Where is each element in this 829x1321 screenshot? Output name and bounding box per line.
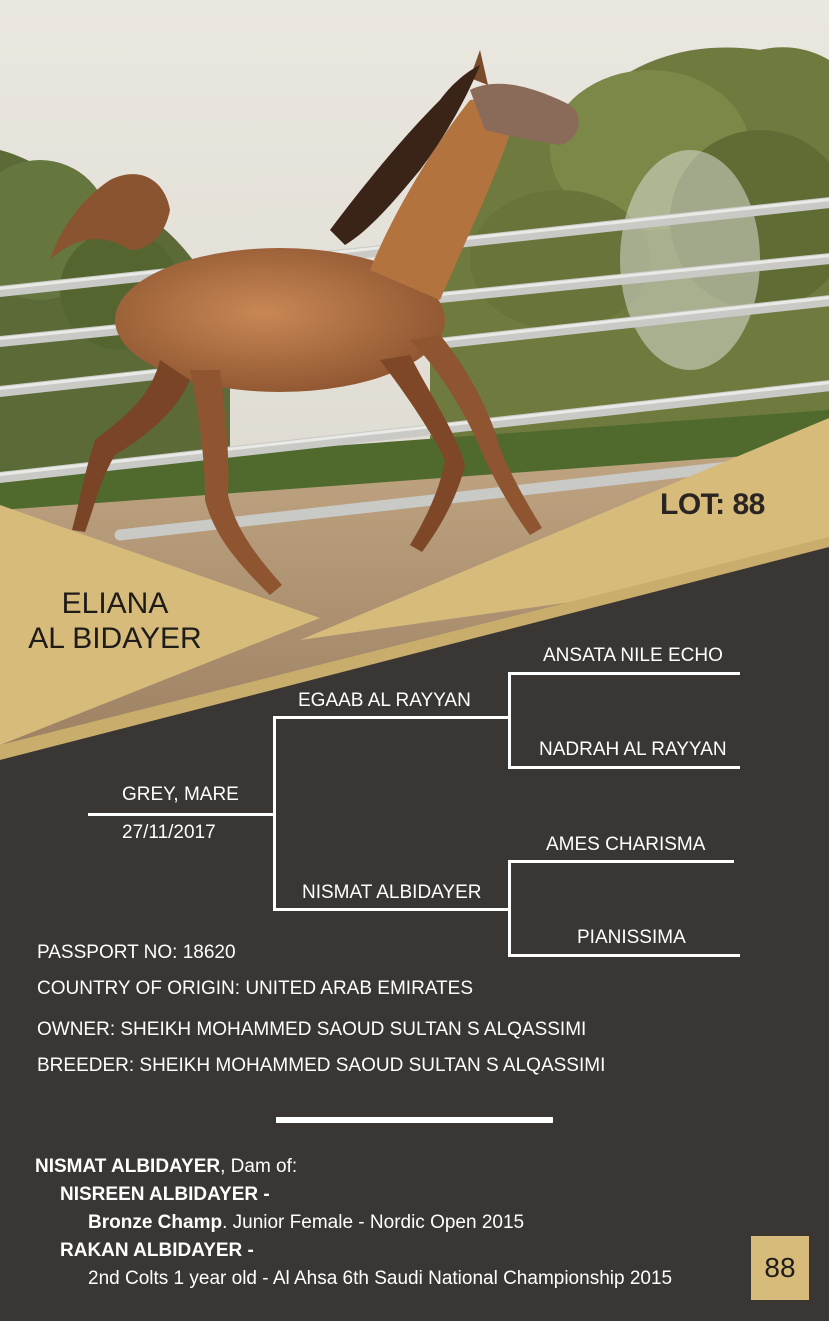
offspring1-line	[60, 1184, 270, 1206]
sire-name: EGAAB AL RAYYAN	[298, 690, 471, 711]
section-divider	[276, 1117, 553, 1123]
breeder: BREEDER: SHEIKH MOHAMMED SAOUD SULTAN S ALQASSIMI	[37, 1055, 606, 1076]
pedigree-line-dam-branch	[508, 860, 511, 956]
horse-name-line2: AL BIDAYER	[28, 622, 202, 655]
pedigree-line-sire	[273, 716, 510, 719]
offspring1-award: Bronze Champ	[88, 1212, 223, 1233]
pedigree-line-sire-sire	[508, 672, 740, 675]
produce-dam-suffix: , Dam of:	[220, 1156, 298, 1177]
produce-dam-name: NISMAT ALBIDAYER	[35, 1156, 221, 1177]
pedigree-line-dam-dam	[508, 954, 740, 957]
lot-label: LOT: 88	[660, 488, 765, 521]
offspring2-record: 2nd Colts 1 year old - Al Ahsa 6th Saudi National Championship 2015	[88, 1268, 673, 1289]
pedigree-line-sire-branch	[508, 672, 511, 768]
sire-sire-name: ANSATA NILE ECHO	[543, 645, 723, 666]
offspring2-line	[60, 1240, 254, 1262]
subject-dob: 27/11/2017	[122, 822, 216, 843]
offspring2-name: RAKAN ALBIDAYER -	[60, 1240, 254, 1261]
dam-name: NISMAT ALBIDAYER	[302, 882, 482, 903]
country-of-origin: COUNTRY OF ORIGIN: UNITED ARAB EMIRATES	[37, 978, 473, 999]
offspring1-name: NISREEN ALBIDAYER -	[60, 1184, 270, 1205]
dam-sire-name: AMES CHARISMA	[546, 834, 706, 855]
dam-dam-name: PIANISSIMA	[577, 927, 686, 948]
subject-color-sex: GREY, MARE	[122, 784, 239, 805]
passport-number: PASSPORT NO: 18620	[37, 942, 236, 963]
horse-name-line1: ELIANA	[61, 587, 169, 620]
produce-dam-line	[35, 1156, 297, 1178]
pedigree-line-dam-sire	[508, 860, 734, 863]
pedigree-line-vertical	[273, 716, 276, 911]
offspring1-record	[88, 1212, 524, 1234]
pedigree-line-sire-dam	[508, 766, 740, 769]
lot-number-badge: 88	[751, 1236, 809, 1300]
pedigree-line-subject	[88, 813, 275, 816]
offspring1-detail: . Junior Female - Nordic Open 2015	[222, 1212, 525, 1233]
sire-dam-name: NADRAH AL RAYYAN	[539, 739, 727, 760]
pedigree-line-dam	[273, 908, 510, 911]
owner: OWNER: SHEIKH MOHAMMED SAOUD SULTAN S ALQASSIMI	[37, 1019, 587, 1040]
